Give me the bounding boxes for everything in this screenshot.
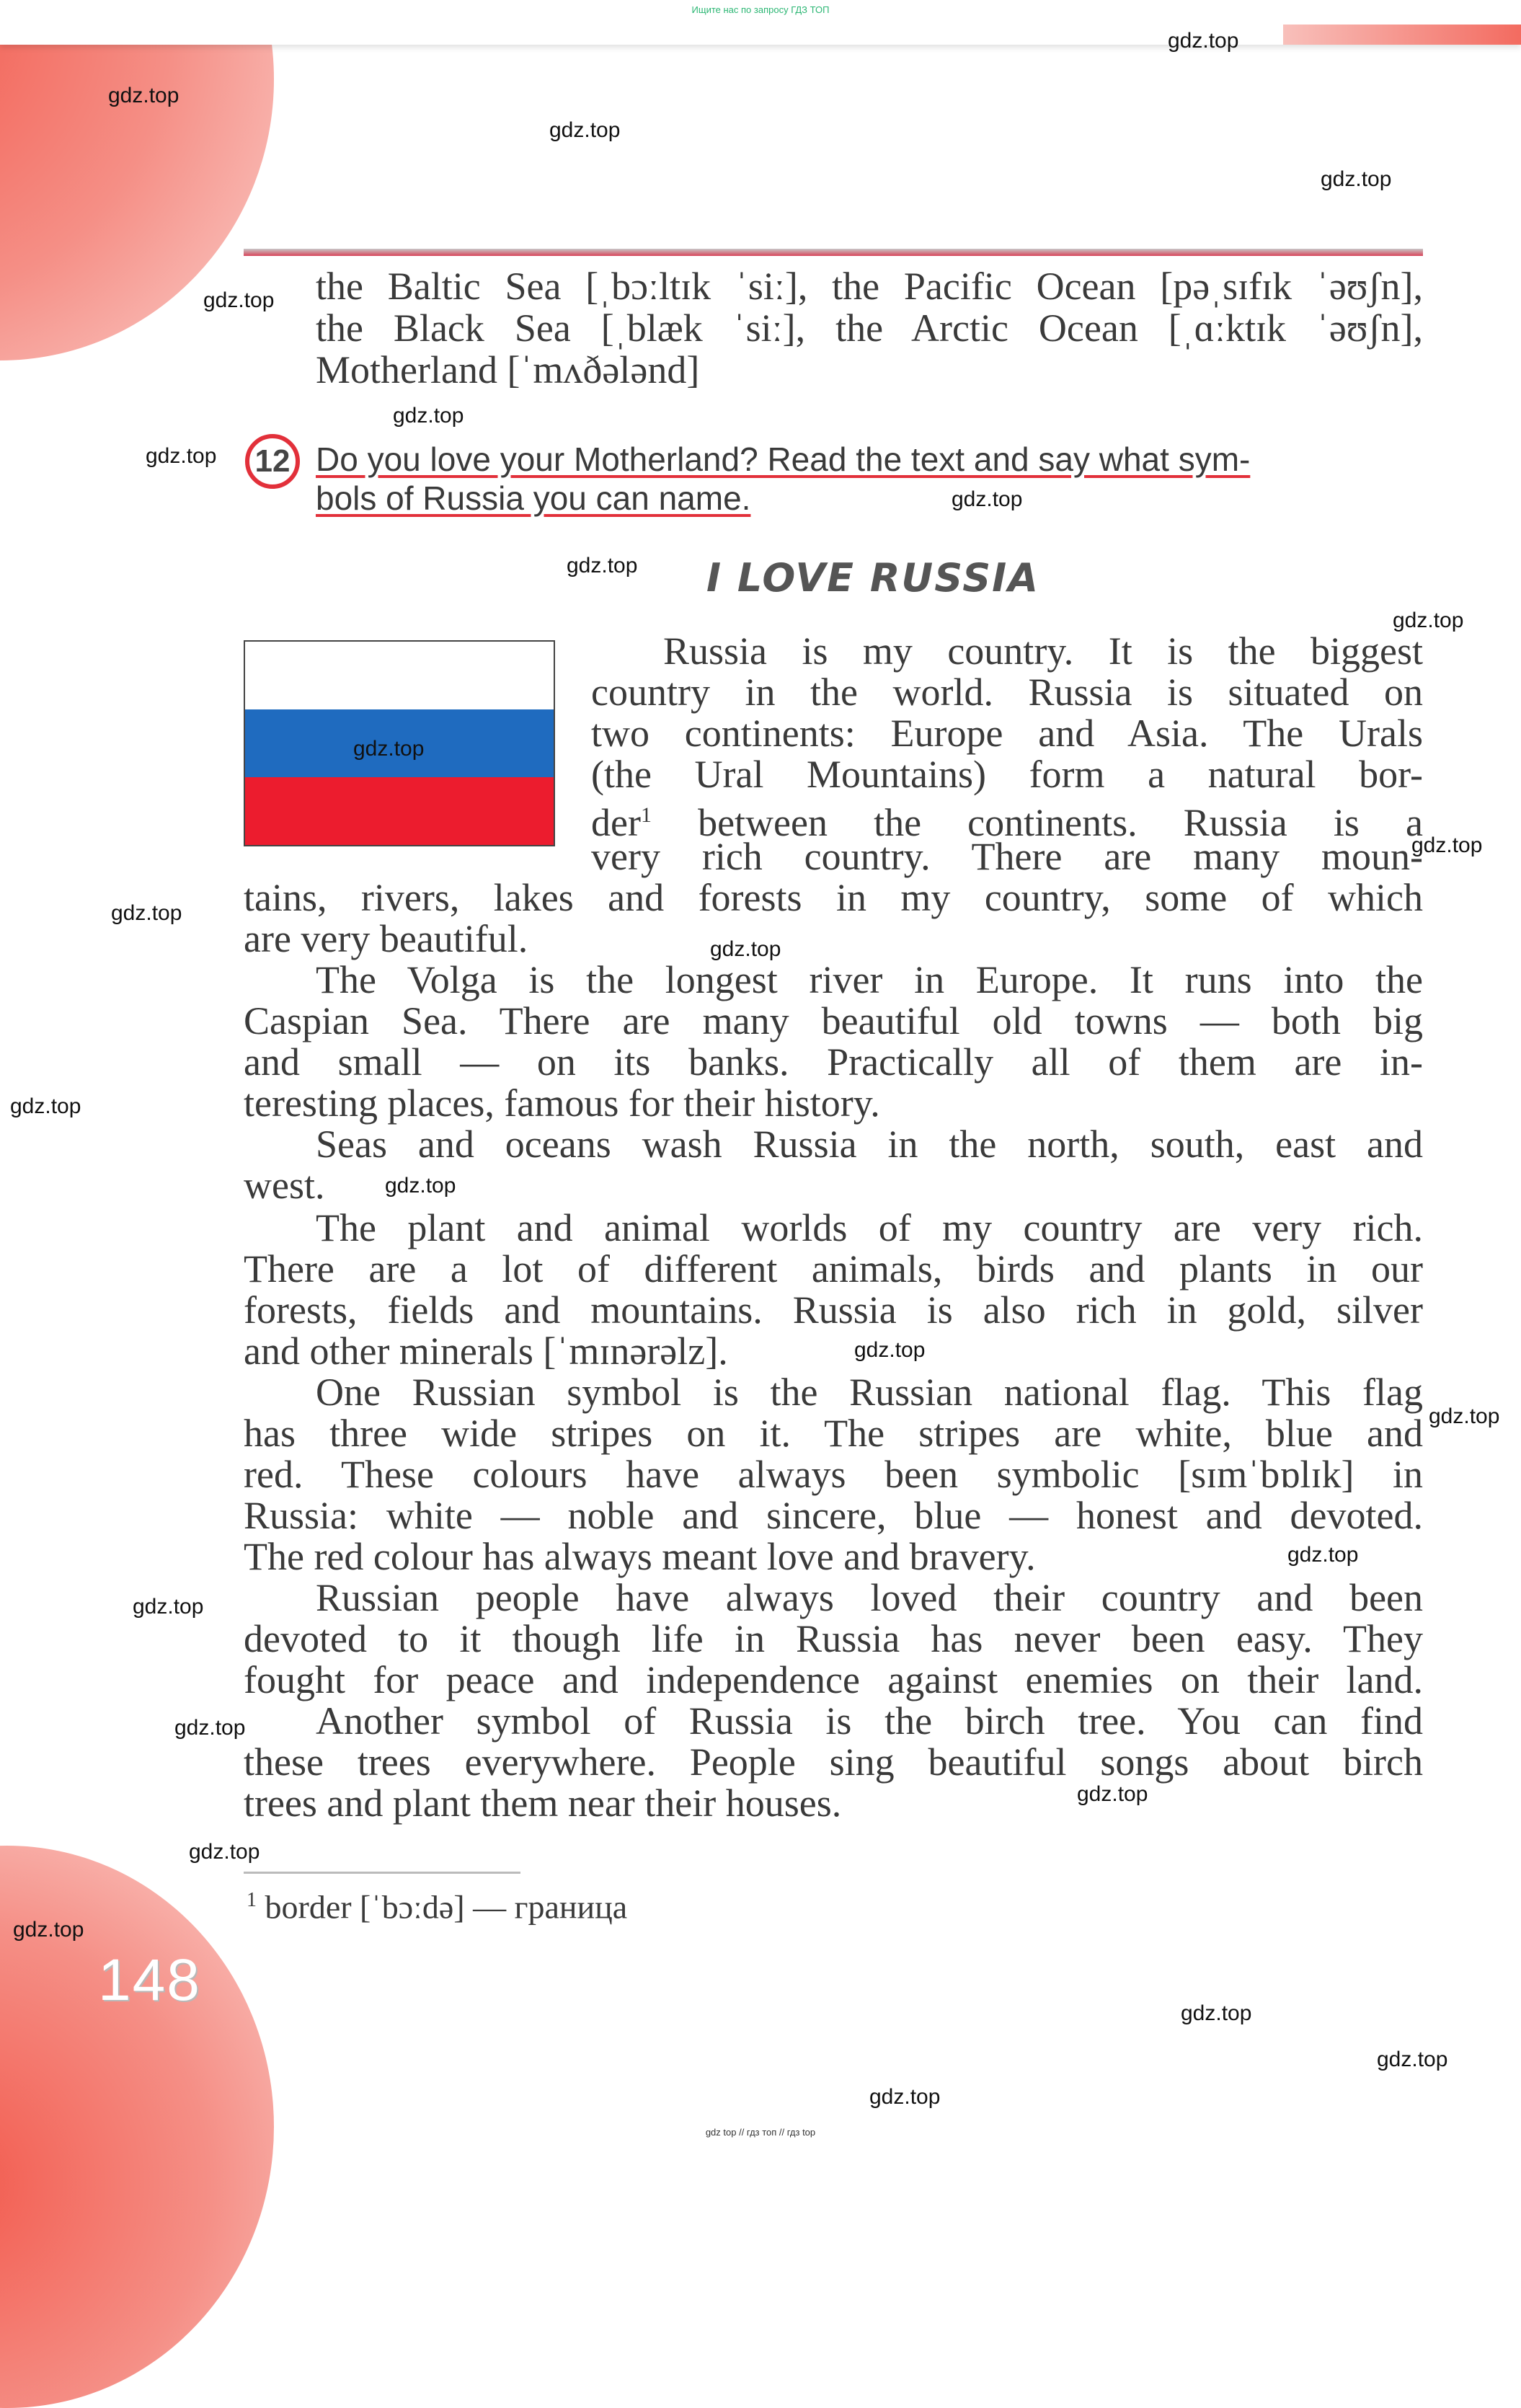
text-title: I LOVE RUSSIA: [706, 555, 1040, 601]
task-instruction-line: Do you love your Motherland? Read the text and say what sym-: [316, 441, 1251, 478]
top-bar: [0, 0, 1521, 45]
body-line: teresting places, famous for their history.: [244, 1081, 880, 1125]
watermark: gdz.top: [1429, 1404, 1500, 1428]
watermark: gdz.top: [952, 487, 1023, 511]
body-line: Russia is my country. It is the biggest: [663, 629, 1423, 673]
footnote: [247, 1880, 627, 1927]
watermark: gdz.top: [108, 84, 179, 107]
flag-stripe-white: [245, 642, 554, 709]
body-line-with-footnote: der$^1$ between the continents. Russia is a: [591, 801, 1423, 844]
transcription-line: Motherland [ˈmʌðələnd]: [316, 348, 700, 391]
watermark: gdz.top: [1181, 2001, 1252, 2025]
watermark: gdz.top: [1168, 29, 1239, 53]
watermark: gdz.top: [710, 937, 781, 961]
watermark: gdz.top: [203, 288, 275, 312]
body-line: devoted to it though life in Russia has never been easy. They: [244, 1617, 1423, 1660]
watermark: gdz.top: [1077, 1782, 1148, 1806]
watermark: gdz.top: [111, 901, 182, 925]
body-line: Seas and oceans wash Russia in the north, south, east and: [316, 1123, 1423, 1166]
body-line: trees and plant them near their houses.: [244, 1781, 842, 1825]
body-line: and other minerals [ˈmɪnərəlz].: [244, 1329, 728, 1373]
body-line: Caspian Sea. There are many beautiful old towns — both big: [244, 999, 1423, 1043]
watermark: gdz.top: [567, 554, 638, 577]
body-line: has three wide stripes on it. The stripes are white, blue and: [244, 1412, 1423, 1455]
watermark: gdz.top: [393, 404, 464, 428]
watermark: gdz.top: [133, 1595, 204, 1619]
body-line: forests, fields and mountains. Russia is also rich in gold, silver: [244, 1288, 1423, 1332]
watermark: gdz.top: [1377, 2048, 1448, 2071]
body-line: The plant and animal worlds of my country are very rich.: [316, 1206, 1423, 1249]
watermark: gdz.top: [854, 1338, 926, 1362]
body-line: One Russian symbol is the Russian national flag. This flag: [316, 1371, 1423, 1414]
page-number: 148: [98, 1947, 201, 2013]
watermark: gdz.top: [1287, 1543, 1359, 1567]
footnote-rule: [244, 1872, 520, 1874]
watermark: gdz.top: [146, 444, 217, 468]
body-line: The red colour has always meant love and bravery.: [244, 1535, 1036, 1578]
body-line: There are a lot of different animals, birds and plants in our: [244, 1247, 1423, 1291]
footnote-marker: 1: [247, 1889, 257, 1911]
search-hint: Ищите нас по запросу ГДЗ ТОП: [691, 4, 830, 15]
body-line: west.: [244, 1164, 325, 1207]
body-line: these trees everywhere. People sing beautiful songs about birch: [244, 1740, 1423, 1784]
transcription-line: the Baltic Sea [ˌbɔːltɪk ˈsiː], the Pacific Ocean [pəˌsɪfɪk ˈəʊʃn],: [316, 265, 1423, 308]
section-rule: [244, 249, 1423, 256]
watermark: gdz.top: [385, 1174, 456, 1198]
body-line: Russia: white — noble and sincere, blue — honest and devoted.: [244, 1494, 1423, 1537]
body-line: country in the world. Russia is situated on: [591, 670, 1423, 714]
body-line: very rich country. There are many moun-: [591, 835, 1423, 878]
watermark: gdz.top: [189, 1840, 260, 1864]
body-line: (the Ural Mountains) form a natural bor-: [591, 753, 1423, 796]
flag-stripe-red: [245, 777, 554, 845]
watermark: gdz.top: [353, 737, 425, 761]
body-line: red. These colours have always been symbolic [sɪmˈbɒlɪk] in: [244, 1453, 1423, 1496]
body-line: tains, rivers, lakes and forests in my country, some of which: [244, 876, 1423, 919]
watermark: gdz.top: [1321, 167, 1392, 191]
body-line: The Volga is the longest river in Europe. It runs into the: [316, 958, 1423, 1001]
top-accent-stripe: [1283, 25, 1521, 45]
body-line: fought for peace and independence against enemies on their land.: [244, 1658, 1423, 1701]
task-number-badge: 12: [245, 434, 300, 489]
body-line: Russian people have always loved their country and been: [316, 1576, 1423, 1619]
body-line: and small — on its banks. Practically all of them are in-: [244, 1040, 1423, 1084]
body-line: two continents: Europe and Asia. The Urals: [591, 712, 1423, 755]
transcription-line: the Black Sea [ˌblæk ˈsiː], the Arctic Ocean [ˌɑːktɪk ˈəʊʃn],: [316, 306, 1423, 350]
watermark: gdz.top: [869, 2085, 941, 2109]
watermark: gdz.top: [1393, 608, 1464, 632]
footnote-reference: 1: [640, 803, 652, 827]
watermark: gdz.top: [10, 1094, 81, 1118]
watermark: gdz.top: [1411, 833, 1483, 857]
footnote-text: border [ˈbɔːdə] — граница: [265, 1888, 628, 1926]
bottom-hint: gdz top // гдз топ // гдз top: [705, 2127, 816, 2138]
watermark: gdz.top: [13, 1918, 84, 1942]
body-line: are very beautiful.: [244, 917, 528, 960]
watermark: gdz.top: [549, 118, 621, 142]
body-line: Another symbol of Russia is the birch tree. You can find: [316, 1699, 1423, 1743]
watermark: gdz.top: [174, 1716, 246, 1740]
task-instruction-line: bols of Russia you can name.: [316, 479, 751, 517]
